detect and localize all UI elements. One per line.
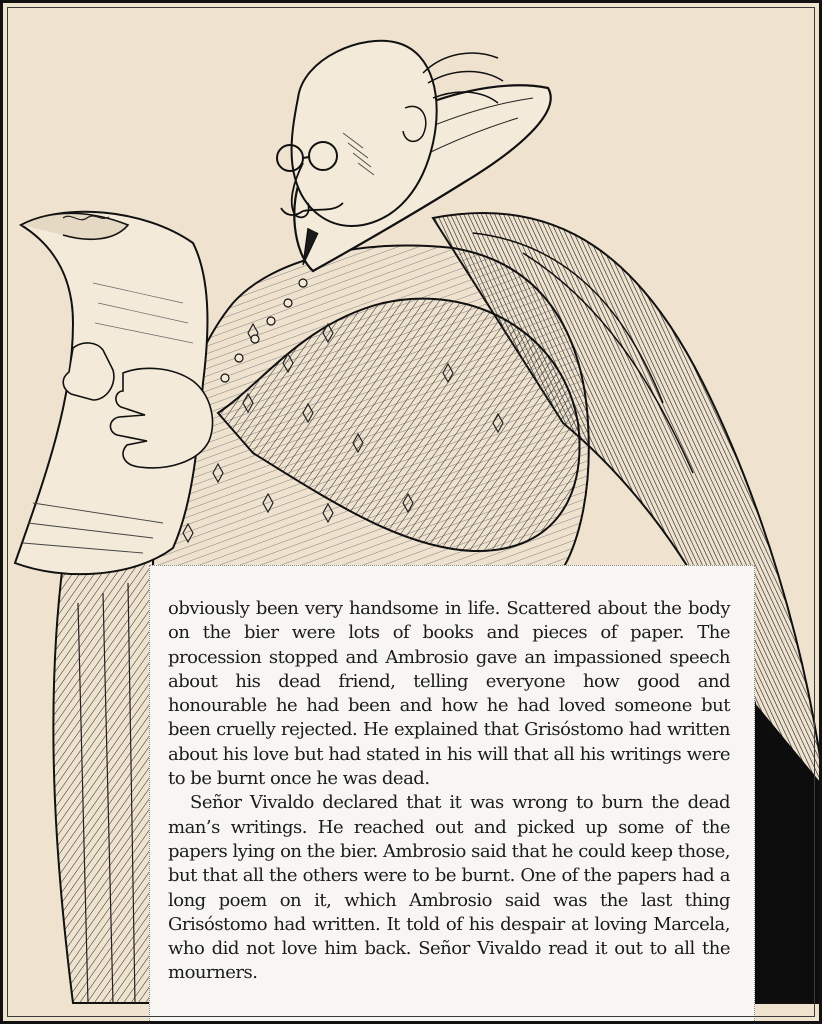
story-paragraph-2: Señor Vivaldo declared that it was wrong to burn the dead man’s writings. He reached out and picked up some of the papers lying on the bier. Ambrosio said that he could keep those, but that all the others were to be burnt. One of the papers had a long poem on it, which Ambrosio said was the last thing Grisóstomo had written. It told of his despair at loving Marcela, who did not love him back. Señor Vivaldo read it out to all the mourners. [168, 792, 730, 984]
robe [53, 530, 153, 1003]
story-text-panel [149, 565, 755, 1024]
story-paragraph-1: obviously been very handsome in life. Scattered about the body on the bier were lots of books and pieces of paper. The procession stopped and Ambrosio gave an impassioned speech about his dead friend, telling everyone how good and honourable he had been and how he had loved someone but been cruelly rejected. He explained that Grisóstomo had written about his love but had stated in his will that all his writings were to be burnt once he was dead. [168, 598, 730, 790]
body [153, 245, 589, 568]
